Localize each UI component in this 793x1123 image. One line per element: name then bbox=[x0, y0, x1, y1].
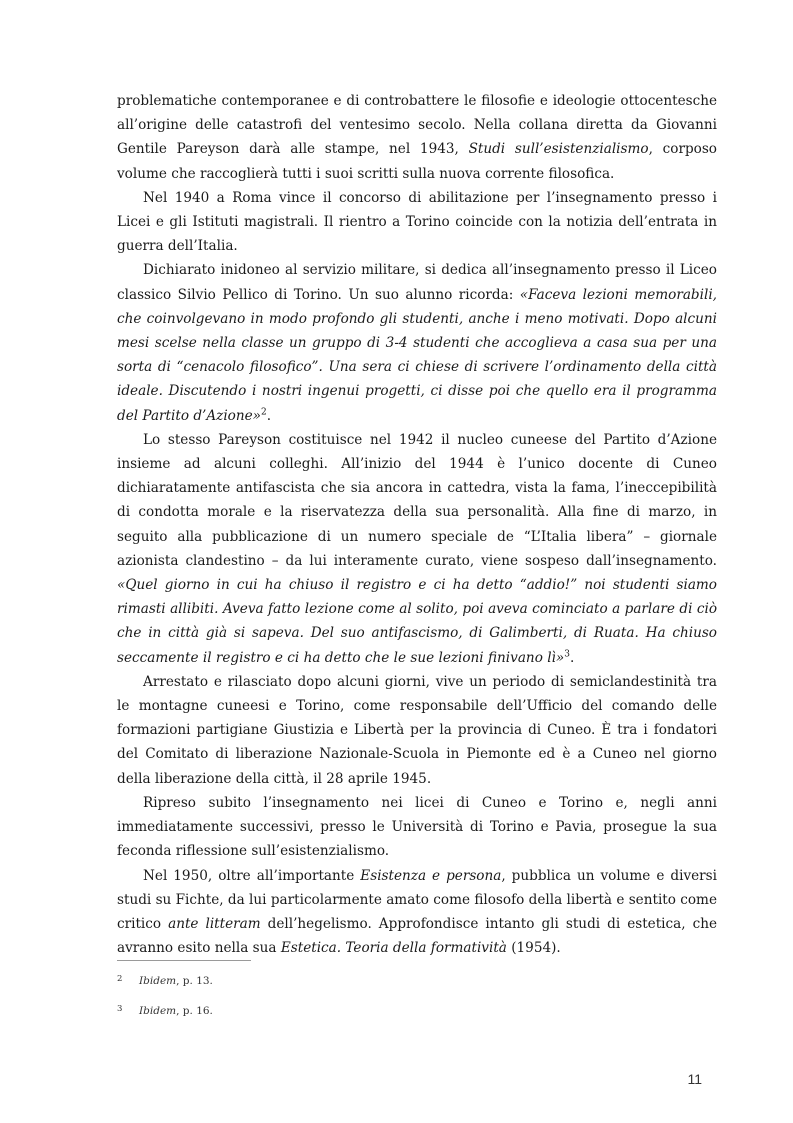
paragraph bbox=[117, 428, 717, 670]
text-segment: dell’hegelismo. Approfondisce intanto gli studi di estetica, che avranno esito nella sua bbox=[117, 915, 717, 957]
text-segment: . bbox=[569, 649, 575, 666]
page-number: 11 bbox=[687, 1071, 702, 1087]
italic-text: «Faceva lezioni memorabili, che coinvolgevano in modo profondo gli studenti, anche i meno motivati. Dopo alcuni mesi scelse nella classe un gruppo di 3-4 studenti che accoglieva a casa sua per una sorta di “cenacolo filosofico”. Una sera ci chiese di scrivere l’ordinamento della città ideale. Discutendo i nostri ingenui progetti, ci disse poi che quello era il programma del Partito d’Azione» bbox=[117, 286, 717, 424]
paragraph bbox=[117, 670, 717, 791]
footnote-number: 2 bbox=[117, 974, 123, 984]
footnote-page: , p. 16. bbox=[176, 1005, 213, 1017]
footnote-3 bbox=[117, 1002, 213, 1018]
paragraph bbox=[117, 89, 717, 186]
footnote-page: , p. 13. bbox=[176, 975, 213, 987]
text-segment: problematiche contemporanee e di controbattere le filosofie e ideologie ottocentesche all’origine delle catastrofi del ventesimo secolo. Nella collana diretta da Giovanni Gentile Pareyson darà alle stampe, nel 1943, bbox=[117, 93, 717, 158]
italic-text: Studi sull’esistenzialismo bbox=[468, 141, 649, 158]
footnote-reference: 3 bbox=[564, 649, 570, 660]
body-text bbox=[117, 89, 717, 960]
paragraph bbox=[117, 186, 717, 259]
italic-text: Estetica. Teoria della formatività bbox=[280, 940, 507, 957]
footnote-source: Ibidem bbox=[139, 975, 177, 987]
footnote-number: 3 bbox=[117, 1004, 123, 1014]
text-segment: . bbox=[266, 407, 272, 424]
text-segment: Dichiarato inidoneo al servizio militare, si dedica all’insegnamento presso il Liceo classico Silvio Pellico di Torino. Un suo alunno ricorda: bbox=[117, 262, 717, 303]
text-segment: Lo stesso Pareyson costituisce nel 1942 il nucleo cuneese del Partito d’Azione insieme ad alcuni colleghi. All’inizio del 1944 è l’unico docente di Cuneo dichiaratamente antifascista che sia ancora in cattedra, vista la fama, l’ineccepibilità di condotta morale e la riservatezza della sua personalità. Alla fine di marzo, in seguito alla pubblicazione di un numero speciale de “L’Italia libera” – giornale azionista clandestino – da lui interamente curato, viene sospeso dall’insegnamento. bbox=[117, 431, 717, 569]
italic-text: Esistenza e persona bbox=[360, 867, 502, 884]
text-segment: Ripreso subito l’insegnamento nei licei di Cuneo e Torino e, negli anni immediatamente successivi, presso le Università di Torino e Pavia, prosegue la sua feconda riflessione sull’esistenzialismo. bbox=[117, 794, 717, 860]
paragraph bbox=[117, 791, 717, 864]
text-segment: , corposo volume che raccoglierà tutti i suoi scritti sulla nuova corrente filosofica. bbox=[117, 141, 717, 182]
footnote-source: Ibidem bbox=[139, 1005, 177, 1017]
footnote-2 bbox=[117, 972, 213, 988]
paragraph bbox=[117, 258, 717, 427]
footnote-reference: 2 bbox=[260, 407, 267, 418]
italic-text: ante litteram bbox=[168, 915, 261, 932]
footnote-separator bbox=[117, 960, 251, 961]
paragraph bbox=[117, 864, 717, 961]
text-segment: (1954). bbox=[506, 940, 561, 957]
text-segment: Nel 1950, oltre all’importante bbox=[143, 867, 361, 884]
text-segment: Arrestato e rilasciato dopo alcuni giorni, vive un periodo di semiclandestinità tra le montagne cuneesi e Torino, come responsabile dell’Ufficio del comando delle formazioni partigiane Giustizia e Libertà per la provincia di Cuneo. È tra i fondatori del Comitato di liberazione Nazionale-Scuola in Piemonte ed è a Cuneo nel giorno della liberazione della città, il 28 aprile 1945. bbox=[117, 673, 717, 787]
text-segment: , pubblica un volume e diversi studi su Fichte, da lui particolarmente amato come filosofo della libertà e sentito come critico bbox=[117, 867, 717, 932]
italic-text: «Quel giorno in cui ha chiuso il registro e ci ha detto “addio!” noi studenti siamo rimasti allibiti. Aveva fatto lezione come al solito, poi aveva cominciato a parlare di ciò che in città già si sapeva. Del suo antifascismo, di Galimberti, di Ruata. Ha chiuso seccamente il registro e ci ha detto che le sue lezioni finivano lì» bbox=[117, 577, 717, 666]
text-segment: Nel 1940 a Roma vince il concorso di abilitazione per l’insegnamento presso i Licei e gli Istituti magistrali. Il rientro a Torino coincide con la notizia dell’entrata in guerra dell’Italia. bbox=[117, 189, 717, 255]
